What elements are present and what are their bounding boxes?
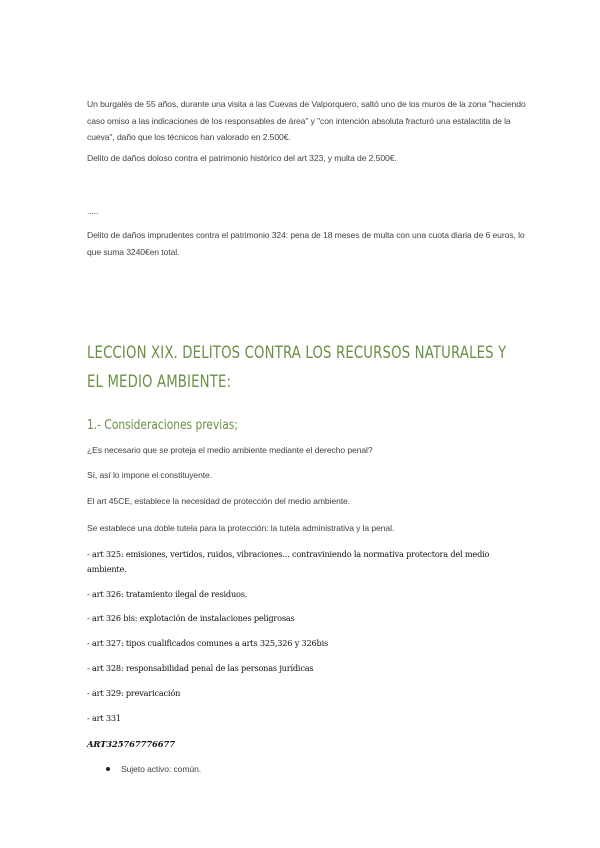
article-heading: ART325767776677 [87, 739, 175, 749]
article-item: - art 328: responsabilidad penal de las personas jurídicas [87, 663, 314, 673]
article-item: - art 326 bis: explotación de instalaciones peligrosas [87, 613, 295, 623]
paragraph-ellipsis: ..... [87, 206, 99, 216]
paragraph-news: Un burgalés de 55 años, durante una visita a las Cuevas de Valporquero, saltó uno de los muros de la zona "haciendo caso omiso a las indicaciones de los responsables de área" y "con intención absoluta fracturó una estalactita de la cueva", daño que los técnicos han valorado en 2.500€. [87, 99, 526, 142]
article-item: - art 326: tratamiento ilegal de residuos. [87, 589, 248, 599]
tutela-text: Se establece una doble tutela para la protección: la tutela administrativa y la penal. [87, 523, 395, 533]
lesson-heading: LECCION XIX. DELITOS CONTRA LOS RECURSOS NATURALES Y EL MEDIO AMBIENTE: [87, 343, 507, 392]
article-item: - art 327: tipos cualificados comunes a arts 325,326 y 326bis [87, 638, 329, 648]
answer-text: Sí, así lo impone el constituyente. [87, 470, 212, 480]
article-item: - art 331 [87, 713, 121, 723]
section-subheading: 1.- Consideraciones previas; [87, 418, 238, 433]
article-item: - art 325: emisiones, vertidos, ruidos, vibraciones... contraviniendo la normativa protectora del medio ambiente. [87, 549, 490, 574]
paragraph-imprudente: Delito de daños imprudentes contra el patrimonio 324: pena de 18 meses de multa con una cuota diaria de 6 euros, lo que suma 3240€en total. [87, 230, 525, 257]
article-item: - art 329: prevaricación [87, 688, 181, 698]
question-text: ¿Es necesario que se proteja el medio ambiente mediante el derecho penal? [87, 445, 373, 455]
bullet-icon [104, 765, 112, 773]
bullet-item: Sujeto activo: común. [121, 764, 202, 774]
art45-text: El art 45CE, establece la necesidad de protección del medio ambiente. [87, 496, 351, 506]
paragraph-dolo: Delito de daños doloso contra el patrimonio histórico del art 323, y multa de 2.500€. [87, 153, 397, 163]
